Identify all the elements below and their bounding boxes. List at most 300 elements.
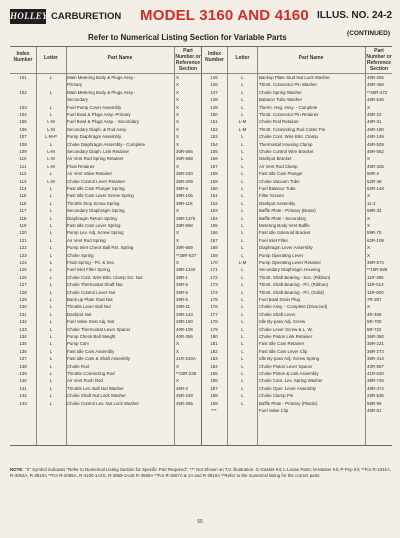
part-number-cell: 52R-148 [367,186,384,191]
part-name-cell: Fast Idle Cam Lever Screw Spring [67,193,134,199]
part-number-cell: 36R-574 [367,260,384,265]
page-number: 55 [197,519,203,525]
part-number-cell: 11R-600 [367,289,384,295]
index-cell: 155 [210,149,218,154]
letter-cell: L [49,237,53,243]
index-cell: 153 [210,134,218,140]
part-number-cell: X [176,134,179,140]
part-name-cell: Choke Control Lever Retainer [67,178,126,184]
part-number-cell: X [367,193,370,199]
part-number-cell: 36R-350 [367,334,384,339]
index-cell: 121 [19,237,27,243]
letter-cell: L [241,200,244,206]
table-row [201,304,392,311]
letter-cell: L [241,341,244,347]
part-number-cell: 58R-96 [367,400,382,406]
letter-cell: L [241,348,244,354]
index-cell: 151 [210,119,218,125]
index-cell: 124 [19,260,27,265]
part-name-cell: Dashpot Nut [67,311,92,317]
part-name-cell: Throttle Connecting Rod [67,371,115,376]
index-cell: 162 [210,200,218,206]
part-number-cell: 45R-265 [176,400,193,406]
part-name-cell: Choke Spring Washer [259,89,302,95]
part-number-cell: 38R-1375 [176,215,196,221]
index-cell: 181 [210,341,218,347]
index-cell: 187 [210,385,218,391]
table-row [201,290,392,297]
part-number-cell: 7R-287 [367,297,382,302]
letter-cell: L [49,171,53,177]
index-cell: 120 [19,230,27,236]
letter-cell: L [49,289,53,295]
table-row [10,201,201,208]
letter-cell: L [49,363,53,369]
table-row [10,223,201,230]
index-cell: 174 [210,289,218,295]
table-row [10,297,201,304]
part-name-cell: Choke Control Lever Nut [67,289,116,295]
table-row [10,156,201,163]
part-number-cell: **38R-637 [176,252,197,258]
table-row [201,275,392,282]
table-row [10,171,201,178]
index-cell: 177 [210,311,218,317]
table-row [201,282,392,289]
part-name-cell: Choke Diaphragm Assembly - Complete [67,141,146,147]
part-number-cell: X [176,97,179,103]
letter-cell: L [49,385,53,391]
letter-cell: L [241,141,244,147]
part-name-cell: Choke Spring [67,252,94,258]
table-row [10,90,201,97]
index-cell: 132 [19,319,27,325]
index-cell: 107 [19,134,27,140]
table-row [201,334,392,341]
table-row [201,401,392,408]
part-name-cell: Baffle Plate - Secondary [259,215,307,221]
letter-cell: L [241,363,244,369]
part-name-cell: Fuel Inlet Filter Spring [67,267,110,273]
table-row [201,408,392,415]
index-cell: 167 [210,237,218,243]
letter-cell: L [241,223,244,228]
index-cell: 139 [19,371,27,376]
table-row [201,179,392,186]
table-row [10,371,201,378]
letter-cell: L [49,245,53,251]
index-cell: 152 [210,126,218,132]
letter-cell: L [241,326,244,332]
part-name-cell: Fast Idle Cam Lever Clip [259,348,308,354]
part-number-cell: 40R-109 [176,326,193,332]
part-name-cell: Dashpot Assembly [259,200,296,206]
table-row [201,97,392,104]
letter-cell: L-M [47,156,55,162]
part-name-cell: Choke Vacuum Tube [259,178,300,184]
index-cell: 127 [19,282,27,288]
part-name-cell: Fuel Balance Tube [259,186,296,191]
part-number-cell: 38R-1340 [176,267,196,273]
table-row [201,186,392,193]
part-name-cell: Choke Clamp Pin [259,393,294,399]
table-row [10,364,201,371]
table-row [201,149,392,156]
index-cell: 166 [210,230,218,236]
col-header-part-number: Part Number or Reference Section [366,48,392,72]
index-cell: 141 [19,385,27,391]
table-row [10,230,201,237]
part-name-cell: Fuel Bowl Drain Plug [259,297,300,302]
table-row [10,304,201,311]
index-cell: 131 [19,311,27,317]
part-number-cell: 36R-220 [176,171,193,177]
part-number-cell: X [367,304,370,310]
part-name-cell: Idle By-pass Adj. Screw [259,319,306,325]
part-number-cell: 38R-6 [176,186,188,191]
table-row [10,253,201,260]
part-number-cell: 40R-867 [367,363,384,369]
table-row [10,334,201,341]
letter-cell: L [241,237,244,243]
part-number-cell: 58R-34 [367,208,382,214]
part-name-cell: Choke Oper. Lever Assembly [259,385,316,391]
part-number-cell: X [367,223,370,228]
table-row [10,186,201,193]
letter-cell: L-M [238,119,247,125]
letter-cell: L [49,341,53,347]
letter-cell: L [241,378,244,384]
part-number-cell: **45R-472 [367,89,388,95]
index-cell: 170 [210,260,218,265]
table-row [201,134,392,141]
section-label: CARBURETION [51,11,122,22]
letter-cell: L [241,163,244,169]
table-row [10,127,201,134]
part-name-cell: Choke Control Lev. Nut Lock Washer [67,400,139,406]
index-cell: 169 [210,252,218,258]
part-name-cell: Choke Cam. Lev. Spring Washer [259,378,323,384]
part-number-cell: 11R-496 [367,274,384,280]
letter-cell: L [241,171,244,177]
page-header [10,9,392,29]
part-name-cell: Balance Tube Washer [259,97,303,103]
part-number-cell: 38R-568 [176,223,193,228]
part-name-cell: Thrott. Connector Pin Retainer [259,112,319,117]
letter-cell: L [49,208,53,214]
part-name-cell: Throttle Stop Screw Spring [67,200,120,206]
index-cell: 111 [19,163,27,169]
part-name-cell: Pump Diaphragm Assembly [67,134,122,140]
part-name-cell: Secondary Diaph. Link Retainer [67,149,129,154]
letter-cell: L [241,245,244,251]
letter-cell: L [241,297,244,302]
table-row [201,171,392,178]
letter-cell: L [49,311,53,317]
table-row [201,349,392,356]
index-cell: 109 [19,149,27,154]
part-number-cell: 46R-546 [367,97,384,103]
part-name-cell: Choke Thermostat Lever Spacer [67,326,131,332]
part-name-cell: Fuel Pump Cover Assembly [67,104,122,110]
index-cell: 148 [210,97,218,103]
letter-cell: L [49,75,53,80]
col-header-letter: Letter [44,55,58,61]
index-cell: 180 [210,334,218,339]
index-cell: 129 [19,297,27,302]
letter-cell: L [49,186,53,191]
part-name-cell: Fuel Valve Seat Adj. Nut [67,319,115,325]
part-number-cell: X [176,378,179,384]
table-row [10,245,201,252]
part-number-cell: 11R-513 [367,282,384,288]
letter-cell: L [241,186,244,191]
letter-cell: L [241,82,244,88]
index-cell: 150 [210,112,218,117]
table-row [201,90,392,97]
index-cell: 102 [19,89,27,95]
letter-cell: L [241,304,244,310]
index-cell: 157 [210,163,218,169]
part-name-cell: Fast Idle Cam Lever Spring [67,223,121,228]
index-cell: 178 [210,319,218,325]
part-name-cell: Dashpot Bracket [259,156,292,162]
table-row [201,356,392,363]
part-name-cell: Air Vent Rod Spring [67,237,106,243]
part-name-cell: Choke Shaft Nut Lock Washer [67,393,126,399]
part-name-cell: Fast Idle Solenoid Bracket [259,230,311,236]
table-row [201,253,392,260]
part-number-cell: X [176,208,179,214]
table-row [10,238,201,245]
index-cell: 164 [210,215,218,221]
part-name-cell: Fuel Valve Clip [259,408,289,413]
part-number-cell: 45R-2 [176,385,188,391]
part-number-cell: **19R-589 [367,267,388,273]
table-row [10,282,201,289]
part-name-cell: Secondary Diaphragm Housing [259,267,321,273]
part-number-cell: 46R-81 [367,408,382,413]
index-cell: 134 [19,334,27,339]
col-header-part-number: Part Number or Reference Section [175,48,201,72]
letter-cell: L [49,400,53,406]
part-name-cell: Secondary Diaphragm Spring [67,208,125,214]
part-number-cell: 39R-5 [176,297,188,302]
letter-cell: L [49,141,53,147]
letter-cell: L [49,304,53,310]
part-number-cell: X [176,341,179,347]
part-number-cell: 38R-659 [176,245,193,251]
index-cell: 168 [210,245,218,251]
part-name-cell: Diaphragm Lever Assembly [259,245,313,251]
part-name-cell: Choke Control Wire Bracket [259,149,314,154]
table-row [201,201,392,208]
part-number-cell: 36R-566 [176,149,193,154]
table-row [201,319,392,326]
table-row [201,216,392,223]
part-number-cell: 46R-149 [367,134,384,140]
table-row [10,179,201,186]
part-number-cell: 5R-722 [367,326,382,332]
letter-cell: L [49,393,53,399]
index-cell: 114 [19,186,27,191]
part-number-cell: X [176,75,179,80]
index-cell: 122 [19,245,27,251]
part-name-cell: Choke Rod [67,363,89,369]
index-cell: 136 [19,348,27,354]
part-name-cell: Fuel Bowl & Plugs Assy. - Secondary [67,119,139,125]
part-name-cell: Choke Thermostat Shaft Nut [67,282,123,288]
index-cell: 142 [19,393,27,399]
table-row [201,223,392,230]
part-number-cell: 41R-630 [367,371,384,376]
part-name-cell: Baffle Plate - Primary (Plastic) [259,400,318,406]
part-number-cell: 41R-233A [176,356,196,362]
letter-cell: L [49,104,53,110]
part-name-cell: Thrott. Shaft Bearing - Pri. (Ribbon) [259,282,329,288]
table-row [201,105,392,112]
part-number-cell: X [176,363,179,369]
letter-cell: L [241,356,244,362]
letter-cell: L [241,156,244,162]
index-cell: 165 [210,223,218,228]
part-number-cell: 29R-535 [367,393,384,399]
letter-cell: L [241,334,244,339]
part-number-cell: X [176,237,179,243]
part-number-cell: 39R-11 [176,304,191,310]
index-cell: *** [211,408,217,413]
part-name-cell: Choke Piston Lever Spacer [259,363,313,369]
letter-cell: L [241,112,244,117]
part-number-cell: 38R-118 [176,200,193,206]
letter-cell: L [241,282,244,288]
letter-cell: L [49,200,53,206]
part-number-cell: 45R-265 [367,75,384,80]
table-row [201,371,392,378]
letter-cell: L [241,215,244,221]
index-cell: 116 [19,200,27,206]
part-name-cell: Fast Idle Cam & Shaft Assembly [67,356,130,362]
table-row [201,260,392,267]
index-cell: 188 [210,393,218,399]
part-name-cell: Thrott. Connecting Rod Cotter Pin [259,126,326,132]
part-number-cell: 39R-143 [176,311,193,317]
part-name-cell: Pump Operating Lever [259,252,304,258]
table-row [10,105,201,112]
part-name-cell: Secondary Diaph. & Rod Assy. [67,126,127,132]
index-cell: 125 [19,267,27,273]
part-number-cell: 59R-70 [367,230,382,236]
index-cell: 156 [210,156,218,162]
part-number-cell: 50R-2 [367,171,379,177]
part-number-cell: X [176,104,179,110]
part-name-cell: Float Spring - Pri. & Sec. [67,260,116,265]
table-row [10,267,201,274]
letter-cell: L-M-P [45,134,57,140]
part-name-cell: Pump Operating Lever Retainer [259,260,321,265]
table-row [201,82,392,89]
table-row [201,164,392,171]
part-name-cell: Thermostat Housing Clamp [259,141,313,147]
letter-cell: L-M [238,260,247,265]
index-cell: 149 [210,104,218,110]
part-number-cell: X [176,260,179,265]
part-number-cell: 39R-5 [176,282,188,288]
table-row [10,134,201,141]
index-cell: 130 [19,304,27,310]
col-header-part-name: Part Name [107,55,133,61]
table-row [201,193,392,200]
part-number-cell: X [176,82,179,88]
part-name-cell: Choke Cont. Wire Brkt. Clamp Scr. Nut [67,274,143,280]
index-cell: 106 [19,126,27,132]
part-number-cell: 46R-562 [367,149,384,154]
index-cell: 184 [210,363,218,369]
letter-cell: L-M [238,126,247,132]
part-number-cell: 5R-700 [367,319,382,325]
table-row [10,216,201,223]
letter-cell: L [241,134,244,140]
part-name-cell: Pump Lev. Adj. Screw Spring [67,230,124,236]
index-cell: 110 [19,156,27,162]
part-name-cell: Secondary [67,97,88,103]
index-cell: 189 [210,400,218,406]
index-cell: 158 [210,171,218,177]
index-cell: 176 [210,304,218,310]
part-name-cell: Air Vent Rod Clamp [259,163,298,169]
letter-cell: L [241,149,244,154]
table-row [10,82,201,89]
part-name-cell: Pump Check Ball Weight [67,334,116,339]
letter-cell: L [49,223,53,228]
part-number-cell: 36R-273 [367,348,384,354]
letter-cell: L [241,252,244,258]
part-number-cell: 11-3 [367,200,376,206]
index-cell: 101 [19,75,27,80]
table-row [10,149,201,156]
letter-cell: L [49,348,53,354]
index-cell: 123 [19,252,27,258]
part-number-cell: X [176,89,179,95]
part-name-cell: Fast Idle Cam Retainer [259,341,305,347]
part-name-cell: Idle By-pass Adj. Screw Spring [259,356,320,362]
part-number-cell: 39R-160 [176,319,193,325]
part-name-cell: Fuel Bowl & Plugs Assy.-Primary [67,112,131,117]
note-text: "X" Symbol indicates "Refer to Numerical Listing Section for Specific Part Required". *** Not Shown on T.V. Illustration. G-Gasket Kit; L-Loose Parts; M-Master Kit; P-Pep Kit; **For R-1031A, R-3052A, R-3810A **For R-3085A, R-4100-1A4S, R-3959-1A4S R-3680A **For R-3667A & 1A and R-3910A **Refer to the numerical listing for the correct parts. [10,467,392,478]
part-name-cell: Thrott. Shaft Bearing - Pri. (Solid) [259,289,324,295]
part-name-cell: Throttle Lever Ball Nut [67,304,111,310]
part-number-cell: X [367,252,370,258]
part-number-cell: 46R-22 [367,112,382,117]
letter-cell: L [49,267,53,273]
part-name-cell: Pump Cam [67,341,89,347]
illustration-number: ILLUS. NO. 24-2 [316,10,392,21]
index-cell: 186 [210,378,218,384]
table-row [10,290,201,297]
table-row [201,364,392,371]
table-row [201,267,392,274]
index-cell: 185 [210,371,218,376]
letter-cell: L [241,89,244,95]
table-row [10,164,201,171]
table-row [201,312,392,319]
letter-cell: L [49,274,53,280]
letter-cell: L [49,89,53,95]
part-name-cell: Choke Piston Link Retainer [259,334,313,339]
part-number-cell: X [176,126,179,132]
table-row [10,75,201,82]
part-name-cell: Air Vent Valve Retainer [67,171,113,177]
